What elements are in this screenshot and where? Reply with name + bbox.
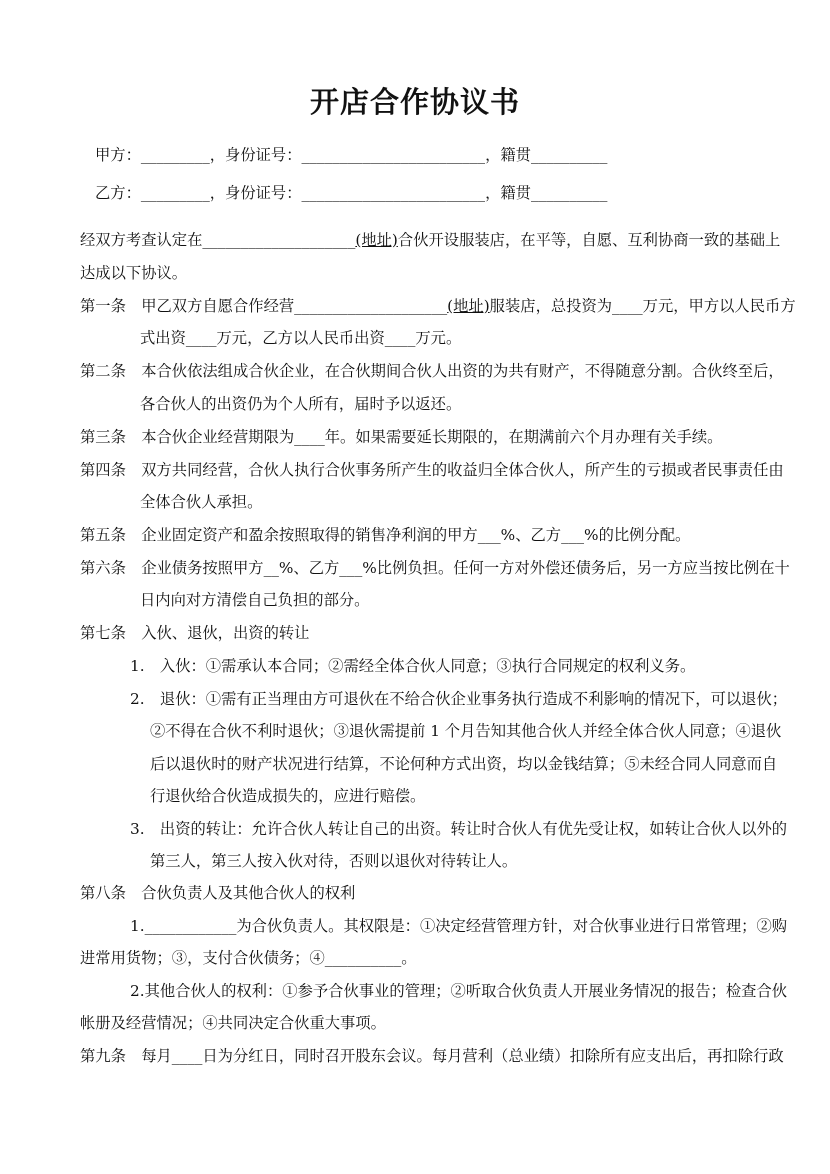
article-7-item-2-cont: ②不得在合伙不利时退伙；③退伙需提前 1 个月告知其他合伙人并经全体合伙人同意；④退伙	[150, 722, 782, 740]
article-8-item-2-cont: 帐册及经营情况；④共同决定合伙重大事项。	[80, 1014, 386, 1032]
article-7-item-2: 2. 退伙：①需有正当理由方可退伙在不给合伙企业事务执行造成不利影响的情况下，可以退伙；	[130, 690, 788, 708]
preamble: 经双方考查认定在____________________(地址)合伙开设服装店，在平等，自愿、互利协商一致的基础上	[80, 231, 781, 249]
article-1: 第一条 甲乙双方自愿合作经营____________________(地址)服装店，总投资为____万元，甲方以人民币方	[80, 297, 796, 315]
party-a-line: 甲方：_________，身份证号：________________________，籍贯__________	[95, 146, 608, 164]
article-9: 第九条 每月____日为分红日，同时召开股东会议。每月营利（总业绩）扣除所有应支出后，再扣除行政	[80, 1047, 784, 1065]
article-8-heading: 第八条 合伙负责人及其他合伙人的权利	[80, 884, 356, 902]
article-1-cont: 式出资____万元，乙方以人民币出资____万元。	[140, 329, 462, 347]
article-2-cont: 各合伙人的出资仍为个人所有，届时予以返还。	[140, 395, 462, 413]
party-b-line: 乙方：_________，身份证号：________________________，籍贯__________	[95, 184, 608, 202]
article-7-item-2-cont: 行退伙给合伙造成损失的，应进行赔偿。	[150, 787, 426, 805]
underlined-label: (地址)	[355, 231, 398, 249]
preamble-cont: 达成以下协议。	[80, 264, 188, 282]
article-3: 第三条 本合伙企业经营期限为____年。如果需要延长期限的，在期满前六个月办理有关手续。	[80, 428, 723, 446]
article-7-item-1: 1. 入伙：①需承认本合同；②需经全体合伙人同意；③执行合同规定的权利义务。	[130, 657, 696, 675]
article-5: 第五条 企业固定资产和盈余按照取得的销售净利润的甲方___%、乙方___%的比例分配。	[80, 526, 691, 544]
article-8-item-1-cont: 进常用货物；③，支付合伙债务；④__________。	[80, 949, 417, 967]
document-title: 开店合作协议书	[309, 85, 520, 119]
article-7-item-3-cont: 第三人，第三人按入伙对待，否则以退伙对待转让人。	[150, 852, 518, 870]
article-8-item-2: 2.其他合伙人的权利：①参予合伙事业的管理；②听取合伙负责人开展业务情况的报告；检查合伙	[130, 982, 788, 1000]
article-8-item-1: 1.____________为合伙负责人。其权限是：①决定经营管理方针，对合伙事业进行日常管理；②购	[130, 917, 788, 935]
article-6-cont: 日内向对方清偿自己负担的部分。	[140, 591, 370, 609]
article-7-item-2-cont: 后以退伙时的财产状况进行结算，不论何种方式出资，均以金钱结算；⑤未经合同人同意而自	[150, 755, 778, 773]
article-2: 第二条 本合伙依法组成合伙企业，在合伙期间合伙人出资的为共有财产，不得随意分割。合伙终至后，	[80, 362, 784, 380]
article-6: 第六条 企业债务按照甲方__%、乙方___%比例负担。任何一方对外偿还债务后，另一方应当按比例在十	[80, 559, 790, 577]
article-7-heading: 第七条 入伙、退伙，出资的转让	[80, 624, 310, 642]
article-4: 第四条 双方共同经营，合伙人执行合伙事务所产生的收益归全体合伙人，所产生的亏损或者民事责任由	[80, 461, 784, 479]
article-7-item-3: 3. 出资的转让：允许合伙人转让自己的出资。转让时合伙人有优先受让权，如转让合伙人以外的	[130, 820, 788, 838]
underlined-label: (地址)	[447, 297, 490, 315]
article-4-cont: 全体合伙人承担。	[140, 493, 263, 511]
